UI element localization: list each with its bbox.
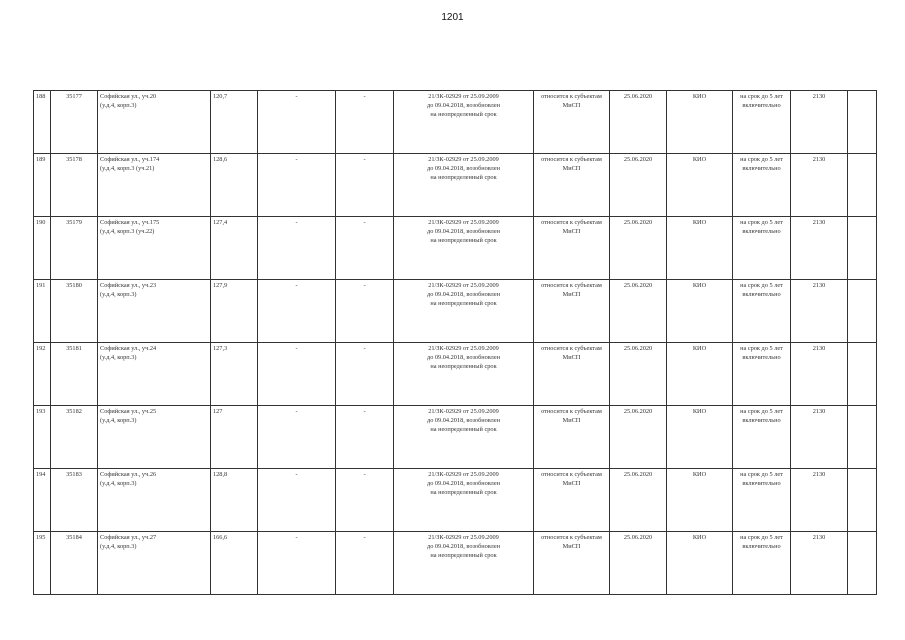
- org-cell: КИО: [667, 469, 733, 532]
- area-cell: 128,8: [211, 469, 258, 532]
- row-number-cell: 194: [34, 469, 51, 532]
- address-line: Софийская ул., уч.25: [100, 408, 157, 415]
- address-line: (у.д.4, корп.3 (уч.22): [100, 228, 155, 235]
- status-cell: [534, 469, 610, 532]
- year-cell: 2130: [791, 343, 848, 406]
- dash-cell: -: [258, 217, 336, 280]
- area-cell: 120,7: [211, 91, 258, 154]
- row-number-cell: 188: [34, 91, 51, 154]
- status-line: относится к субъектам: [541, 93, 602, 100]
- contract-basis-line: на неопределенный срок: [430, 552, 497, 559]
- empty-cell: [848, 343, 877, 406]
- table-body: [34, 91, 877, 595]
- table-row: [34, 154, 877, 217]
- status-line: относится к субъектам: [541, 471, 602, 478]
- table-row: [34, 91, 877, 154]
- contract-basis-line: до 09.04.2018, возобновлен: [426, 417, 500, 424]
- dash-cell: -: [258, 280, 336, 343]
- term-cell: [733, 154, 791, 217]
- status-line: относится к субъектам: [541, 408, 602, 415]
- term-line: включительно: [742, 102, 781, 109]
- address-line: (у.д.4, корп.3): [100, 291, 137, 298]
- table-row: [34, 217, 877, 280]
- address-line: (у.д.4, корп.3): [100, 354, 137, 361]
- contract-basis-line: на неопределенный срок: [430, 363, 497, 370]
- contract-basis-cell: [394, 217, 534, 280]
- status-cell: [534, 406, 610, 469]
- term-line: на срок до 5 лет: [740, 408, 783, 415]
- area-cell: 127: [211, 406, 258, 469]
- contract-basis-line: на неопределенный срок: [430, 489, 497, 496]
- contract-basis-line: 21/ЗК-02929 от 25.09.2009: [428, 93, 499, 100]
- org-cell: КИО: [667, 406, 733, 469]
- address-cell: [98, 469, 211, 532]
- row-number-cell: 192: [34, 343, 51, 406]
- contract-basis-line: 21/ЗК-02929 от 25.09.2009: [428, 282, 499, 289]
- empty-cell: [848, 217, 877, 280]
- record-id-cell: 35183: [51, 469, 98, 532]
- dash-cell: -: [336, 154, 394, 217]
- page-number: 1201: [441, 12, 464, 23]
- row-number-cell: 189: [34, 154, 51, 217]
- empty-cell: [848, 469, 877, 532]
- contract-basis-line: на неопределенный срок: [430, 300, 497, 307]
- contract-basis-line: до 09.04.2018, возобновлен: [426, 102, 500, 109]
- status-cell: [534, 91, 610, 154]
- dash-cell: -: [336, 343, 394, 406]
- row-number-cell: 193: [34, 406, 51, 469]
- org-cell: КИО: [667, 91, 733, 154]
- address-line: Софийская ул., уч.26: [100, 471, 157, 478]
- term-line: включительно: [742, 543, 781, 550]
- status-line: относится к субъектам: [541, 345, 602, 352]
- status-line: МиСП: [562, 228, 581, 235]
- status-cell: [534, 217, 610, 280]
- dash-cell: -: [336, 217, 394, 280]
- status-line: относится к субъектам: [541, 156, 602, 163]
- address-line: (у.д.4, корп.3): [100, 102, 137, 109]
- address-line: Софийская ул., уч.23: [100, 282, 157, 289]
- term-line: включительно: [742, 354, 781, 361]
- contract-basis-line: до 09.04.2018, возобновлен: [426, 291, 500, 298]
- year-cell: 2130: [791, 154, 848, 217]
- term-line: включительно: [742, 480, 781, 487]
- term-line: включительно: [742, 417, 781, 424]
- area-cell: 166,6: [211, 532, 258, 595]
- contract-basis-line: 21/ЗК-02929 от 25.09.2009: [428, 471, 499, 478]
- term-line: включительно: [742, 165, 781, 172]
- status-line: МиСП: [562, 417, 581, 424]
- status-line: МиСП: [562, 480, 581, 487]
- record-id-cell: 35180: [51, 280, 98, 343]
- term-line: на срок до 5 лет: [740, 471, 783, 478]
- contract-basis-line: на неопределенный срок: [430, 174, 497, 181]
- term-cell: [733, 280, 791, 343]
- address-line: Софийская ул., уч.20: [100, 93, 157, 100]
- status-line: МиСП: [562, 354, 581, 361]
- contract-basis-line: 21/ЗК-02929 от 25.09.2009: [428, 219, 499, 226]
- row-number-cell: 191: [34, 280, 51, 343]
- contract-basis-line: до 09.04.2018, возобновлен: [426, 543, 500, 550]
- contract-basis-cell: [394, 406, 534, 469]
- address-line: Софийская ул., уч.24: [100, 345, 157, 352]
- dash-cell: -: [336, 406, 394, 469]
- term-cell: [733, 406, 791, 469]
- table-row: [34, 469, 877, 532]
- term-line: на срок до 5 лет: [740, 345, 783, 352]
- status-line: МиСП: [562, 165, 581, 172]
- dash-cell: -: [258, 343, 336, 406]
- status-line: относится к субъектам: [541, 282, 602, 289]
- row-number-cell: 190: [34, 217, 51, 280]
- empty-cell: [848, 91, 877, 154]
- record-id-cell: 35179: [51, 217, 98, 280]
- year-cell: 2130: [791, 406, 848, 469]
- contract-basis-cell: [394, 532, 534, 595]
- contract-basis-line: 21/ЗК-02929 от 25.09.2009: [428, 534, 499, 541]
- status-line: относится к субъектам: [541, 534, 602, 541]
- dash-cell: -: [336, 280, 394, 343]
- address-line: (у.д.4, корп.3 (уч.21): [100, 165, 155, 172]
- area-cell: 127,9: [211, 280, 258, 343]
- address-line: Софийская ул., уч.174: [100, 156, 160, 163]
- status-line: МиСП: [562, 291, 581, 298]
- address-cell: [98, 91, 211, 154]
- year-cell: 2130: [791, 469, 848, 532]
- org-cell: КИО: [667, 532, 733, 595]
- contract-basis-line: до 09.04.2018, возобновлен: [426, 165, 500, 172]
- table-row: [34, 343, 877, 406]
- contract-basis-cell: [394, 343, 534, 406]
- table-row: [34, 280, 877, 343]
- record-id-cell: 35178: [51, 154, 98, 217]
- date-cell: 25.06.2020: [610, 154, 667, 217]
- address-cell: [98, 154, 211, 217]
- date-cell: 25.06.2020: [610, 217, 667, 280]
- table-row: [34, 532, 877, 595]
- dash-cell: -: [336, 532, 394, 595]
- dash-cell: -: [258, 91, 336, 154]
- address-cell: [98, 217, 211, 280]
- contract-basis-line: на неопределенный срок: [430, 111, 497, 118]
- year-cell: 2130: [791, 280, 848, 343]
- record-id-cell: 35177: [51, 91, 98, 154]
- address-cell: [98, 532, 211, 595]
- address-cell: [98, 343, 211, 406]
- table-row: [34, 406, 877, 469]
- term-line: на срок до 5 лет: [740, 219, 783, 226]
- contract-basis-line: до 09.04.2018, возобновлен: [426, 354, 500, 361]
- status-cell: [534, 343, 610, 406]
- dash-cell: -: [336, 469, 394, 532]
- org-cell: КИО: [667, 343, 733, 406]
- term-cell: [733, 532, 791, 595]
- date-cell: 25.06.2020: [610, 469, 667, 532]
- address-line: Софийская ул., уч.27: [100, 534, 157, 541]
- address-line: (у.д.4, корп.3): [100, 543, 137, 550]
- contract-basis-cell: [394, 469, 534, 532]
- dash-cell: -: [336, 91, 394, 154]
- dash-cell: -: [258, 469, 336, 532]
- status-cell: [534, 532, 610, 595]
- area-cell: 127,3: [211, 343, 258, 406]
- contract-basis-line: до 09.04.2018, возобновлен: [426, 228, 500, 235]
- empty-cell: [848, 280, 877, 343]
- row-number-cell: 195: [34, 532, 51, 595]
- contract-basis-cell: [394, 91, 534, 154]
- date-cell: 25.06.2020: [610, 91, 667, 154]
- date-cell: 25.06.2020: [610, 280, 667, 343]
- address-line: Софийская ул., уч.175: [100, 219, 160, 226]
- record-id-cell: 35184: [51, 532, 98, 595]
- date-cell: 25.06.2020: [610, 406, 667, 469]
- status-line: МиСП: [562, 543, 581, 550]
- status-cell: [534, 280, 610, 343]
- date-cell: 25.06.2020: [610, 532, 667, 595]
- org-cell: КИО: [667, 217, 733, 280]
- term-line: включительно: [742, 228, 781, 235]
- empty-cell: [848, 532, 877, 595]
- term-line: на срок до 5 лет: [740, 282, 783, 289]
- contract-basis-line: 21/ЗК-02929 от 25.09.2009: [428, 408, 499, 415]
- org-cell: КИО: [667, 154, 733, 217]
- term-line: на срок до 5 лет: [740, 93, 783, 100]
- dash-cell: -: [258, 406, 336, 469]
- term-line: включительно: [742, 291, 781, 298]
- status-line: МиСП: [562, 102, 581, 109]
- address-line: (у.д.4, корп.3): [100, 417, 137, 424]
- address-cell: [98, 280, 211, 343]
- address-cell: [98, 406, 211, 469]
- contract-basis-line: 21/ЗК-02929 от 25.09.2009: [428, 156, 499, 163]
- contract-basis-cell: [394, 280, 534, 343]
- term-cell: [733, 217, 791, 280]
- record-id-cell: 35182: [51, 406, 98, 469]
- term-cell: [733, 343, 791, 406]
- term-line: на срок до 5 лет: [740, 156, 783, 163]
- record-id-cell: 35181: [51, 343, 98, 406]
- dash-cell: -: [258, 532, 336, 595]
- term-cell: [733, 469, 791, 532]
- register-table: [33, 90, 877, 595]
- dash-cell: -: [258, 154, 336, 217]
- contract-basis-line: 21/ЗК-02929 от 25.09.2009: [428, 345, 499, 352]
- contract-basis-line: на неопределенный срок: [430, 426, 497, 433]
- empty-cell: [848, 154, 877, 217]
- year-cell: 2130: [791, 91, 848, 154]
- year-cell: 2130: [791, 217, 848, 280]
- term-line: на срок до 5 лет: [740, 534, 783, 541]
- area-cell: 128,6: [211, 154, 258, 217]
- year-cell: 2130: [791, 532, 848, 595]
- status-line: относится к субъектам: [541, 219, 602, 226]
- term-cell: [733, 91, 791, 154]
- area-cell: 127,4: [211, 217, 258, 280]
- org-cell: КИО: [667, 280, 733, 343]
- address-line: (у.д.4, корп.3): [100, 480, 137, 487]
- contract-basis-line: на неопределенный срок: [430, 237, 497, 244]
- empty-cell: [848, 406, 877, 469]
- date-cell: 25.06.2020: [610, 343, 667, 406]
- contract-basis-line: до 09.04.2018, возобновлен: [426, 480, 500, 487]
- status-cell: [534, 154, 610, 217]
- contract-basis-cell: [394, 154, 534, 217]
